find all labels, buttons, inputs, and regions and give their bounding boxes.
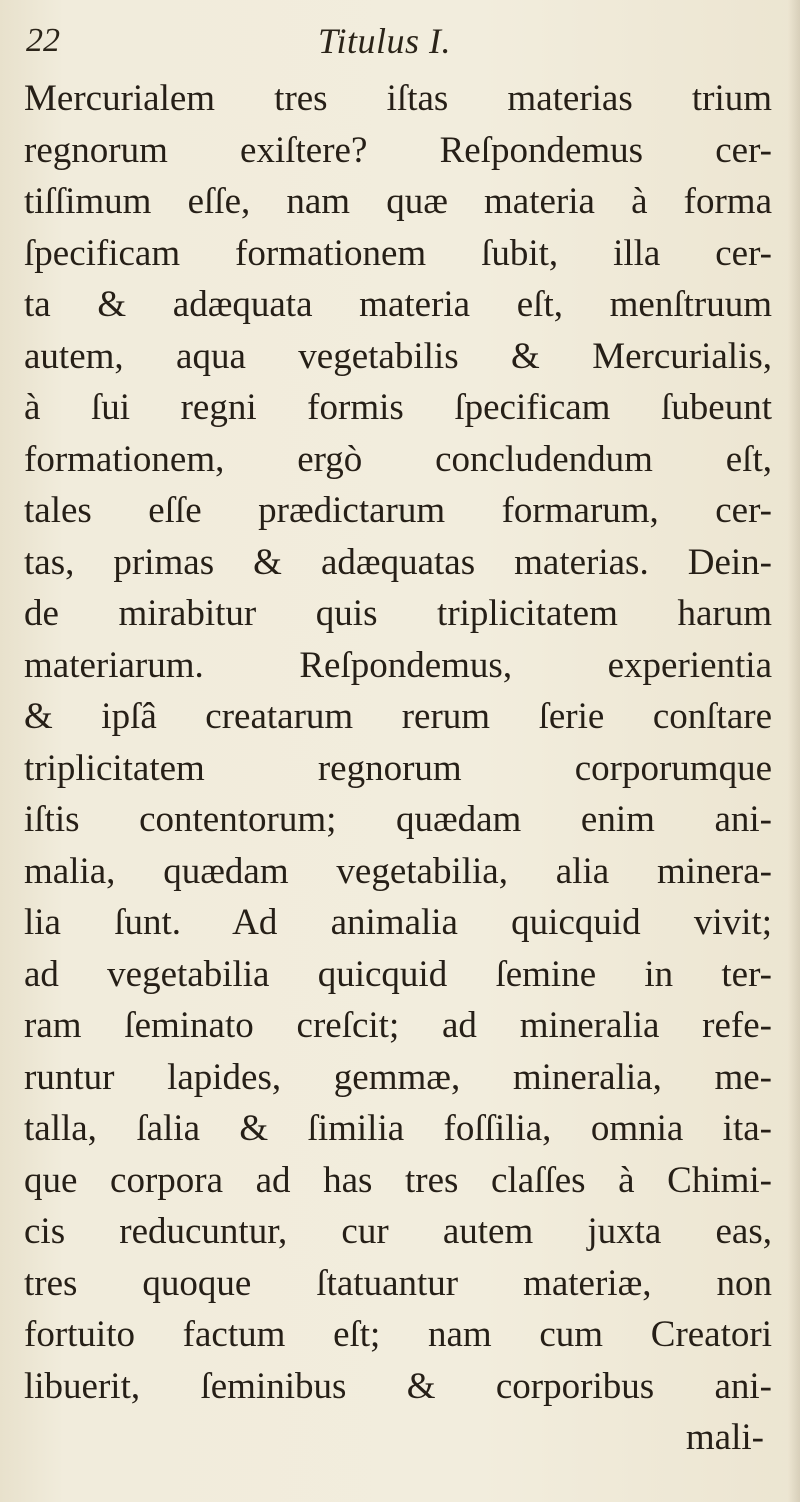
running-title: Titulus I.: [318, 21, 452, 61]
text-line: ſpecificam formationem ſubit, illa cer-: [24, 232, 772, 274]
text-line: runtur lapides, gemmæ, mineralia, me-: [24, 1056, 772, 1098]
text-line: & ipſâ creatarum rerum ſerie conſtare: [24, 696, 772, 737]
text-line: ad vegetabilia quicquid ſemine in ter-: [24, 953, 772, 995]
text-line: materiarum. Reſpondemus, experientia: [24, 644, 772, 686]
text-line: formationem, ergò concludendum eſt,: [24, 438, 772, 480]
body-text: [24, 73, 772, 1464]
text-line: que corpora ad has tres claſſes à Chimi-: [24, 1159, 772, 1201]
text-line: iſtis contentorum; quædam enim ani-: [24, 799, 772, 840]
text-line: tas, primas & adæquatas materias. Dein-: [24, 541, 772, 583]
text-line: regnorum exiſtere? Reſpondemus cer-: [24, 129, 772, 171]
text-line: tiſſimum eſſe, nam quæ materia à forma: [24, 181, 772, 222]
text-line: fortuito factum eſt; nam cum Creatori: [24, 1314, 772, 1355]
page-number: 22: [26, 22, 60, 59]
page-header: [26, 14, 766, 66]
text-line: cis reducuntur, cur autem juxta eas,: [24, 1211, 772, 1252]
text-line: autem, aqua vegetabilis & Mercurialis,: [24, 335, 772, 377]
text-line: talla, ſalia & ſimilia foſſilia, omnia ita-: [24, 1108, 772, 1149]
page-edge-shadow: [788, 0, 800, 1502]
text-line: triplicitatem regnorum corporumque: [24, 747, 772, 789]
text-line: lia ſunt. Ad animalia quicquid vivit;: [24, 902, 772, 943]
text-line: à ſui regni formis ſpecificam ſubeunt: [24, 387, 772, 428]
text-line: libuerit, ſeminibus & corporibus ani-: [24, 1365, 772, 1407]
text-line: ram ſeminato creſcit; ad mineralia refe-: [24, 1005, 772, 1046]
text-line: tales eſſe prædictarum formarum, cer-: [24, 490, 772, 531]
text-line: tres quoque ſtatuantur materiæ, non: [24, 1262, 772, 1304]
text-line: ta & adæquata materia eſt, menſtruum: [24, 284, 772, 325]
text-line: de mirabitur quis triplicitatem harum: [24, 593, 772, 634]
catchword: mali-: [685, 1417, 764, 1458]
text-line: malia, quædam vegetabilia, alia minera-: [24, 850, 772, 892]
text-line: Mercurialem tres iſtas materias trium: [24, 78, 772, 119]
